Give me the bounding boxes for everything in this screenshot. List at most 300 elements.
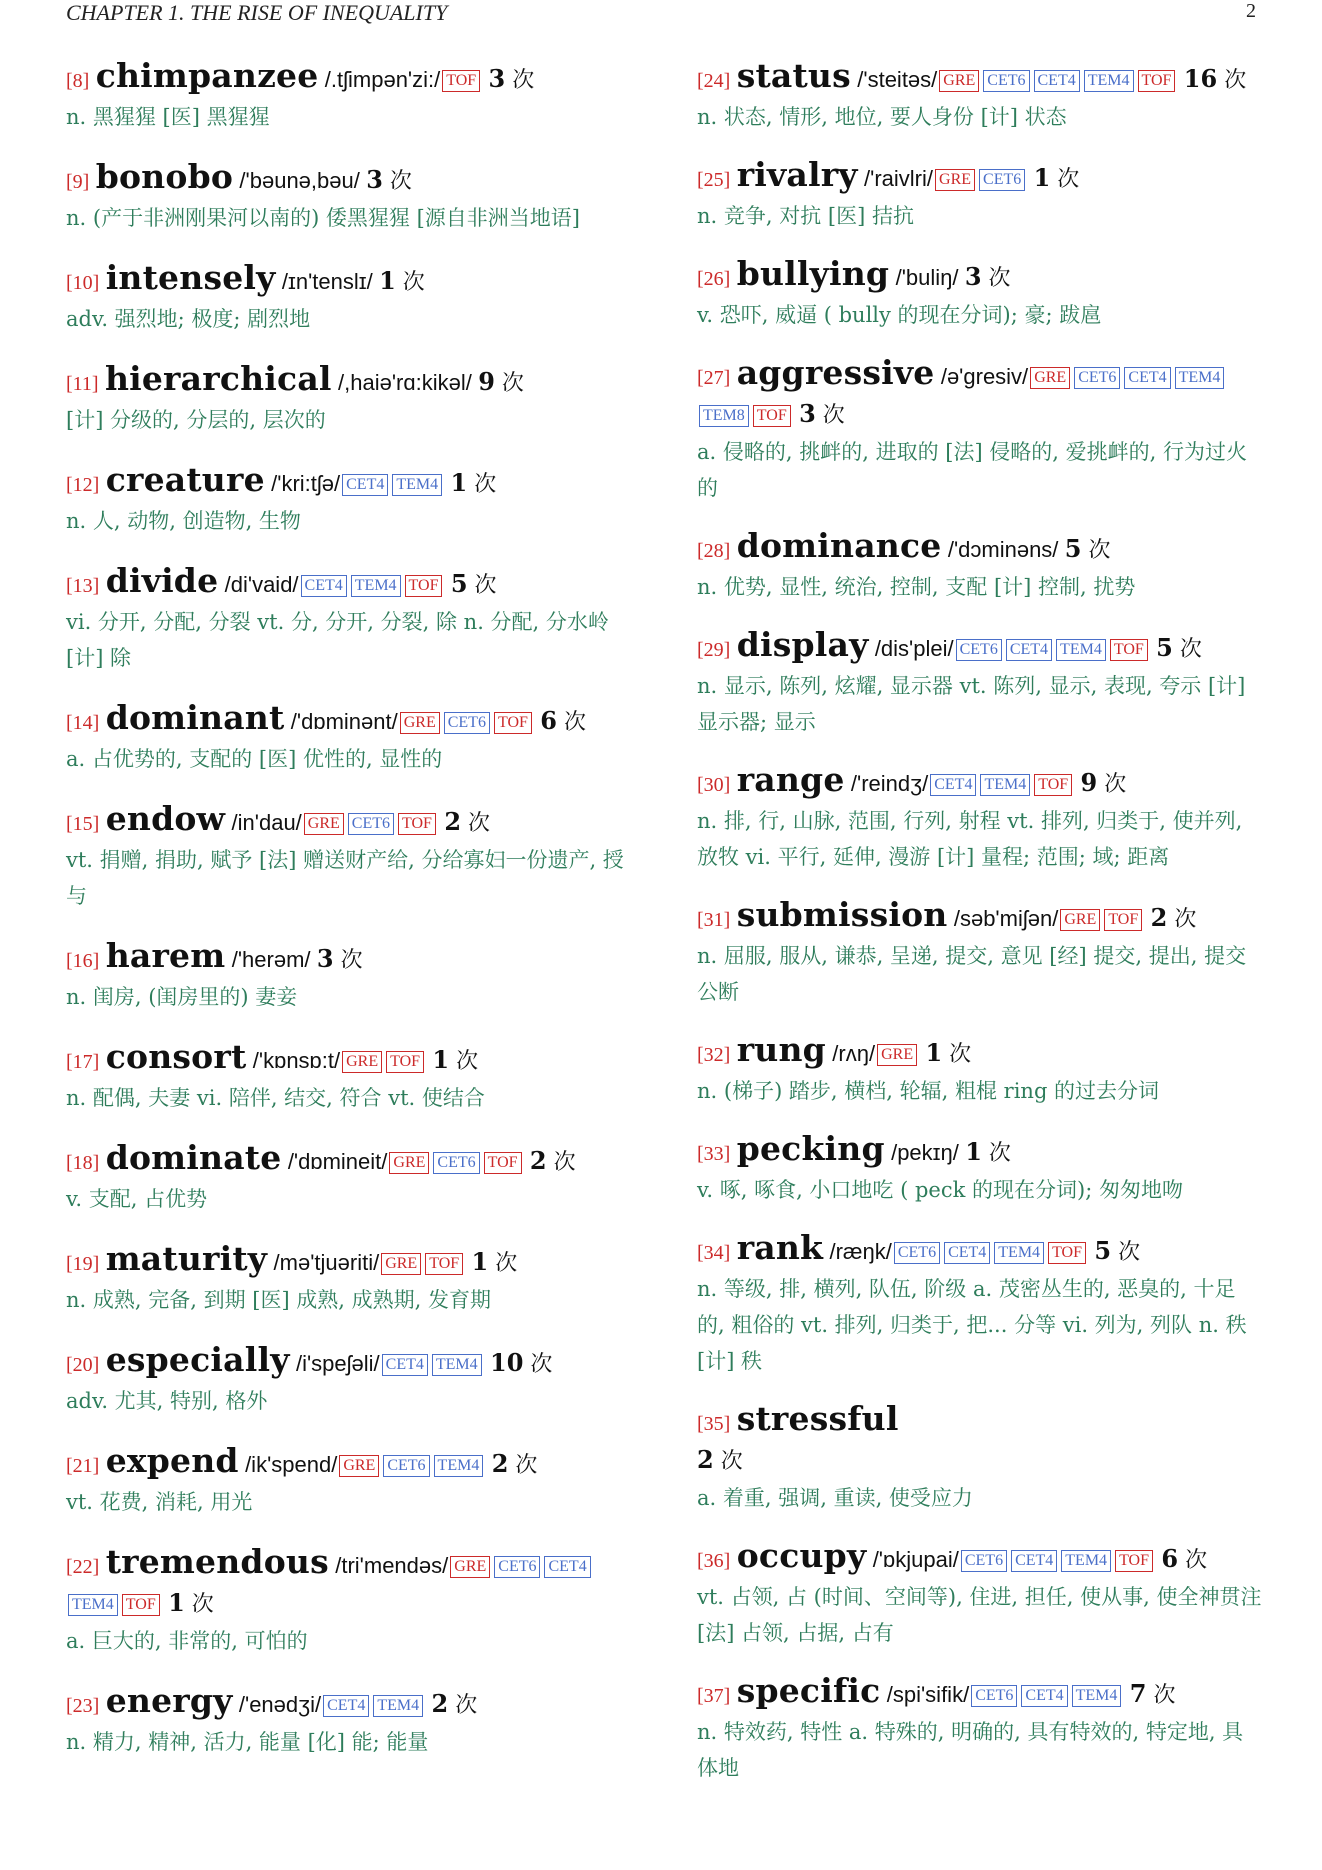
exam-tag-tof: TOF (753, 405, 791, 427)
exam-tag-cet4: CET4 (544, 1556, 590, 1578)
definition: n. (产于非洲刚果河以南的) 倭黑猩猩 [源自非洲当地语] (66, 206, 580, 230)
frequency-count (432, 1045, 479, 1074)
exam-tag-tof: TOF (1048, 1242, 1086, 1264)
frequency-count (471, 1247, 518, 1276)
headword: harem (105, 936, 226, 975)
vocab-entry (697, 1032, 1263, 1109)
frequency-number: 3 (799, 399, 816, 428)
right-column (697, 58, 1263, 1786)
frequency-number: 1 (432, 1045, 450, 1074)
frequency-number: 6 (1161, 1544, 1179, 1573)
exam-tag-tem4: TEM4 (434, 1455, 484, 1477)
vocab-entry (66, 361, 632, 438)
phonetic: /in'dau/ (231, 810, 302, 835)
vocab-entry (66, 1241, 632, 1318)
frequency-number: 7 (1129, 1679, 1147, 1708)
entry-headline (66, 1443, 632, 1484)
frequency-count (490, 1348, 553, 1377)
entry-headline (697, 1538, 1263, 1579)
frequency-unit: 次 (530, 1352, 553, 1377)
frequency-count (965, 1137, 1011, 1166)
frequency-number: 3 (488, 64, 506, 93)
frequency-number: 2 (697, 1445, 714, 1474)
chapter-title: CHAPTER 1. THE RISE OF INEQUALITY (66, 0, 448, 25)
headword: submission (736, 895, 948, 934)
vocab-entry (697, 58, 1263, 135)
frequency-count (529, 1146, 576, 1175)
headword: tremendous (105, 1542, 329, 1581)
phonetic: /'steitəs/ (857, 67, 938, 92)
definition: vi. 分开, 分配, 分裂 vt. 分, 分开, 分裂, 除 n. 分配, 分水岭 [计] 除 (66, 610, 609, 670)
vocab-entry (697, 355, 1263, 506)
frequency-unit: 次 (1118, 1240, 1141, 1265)
frequency-count (1080, 768, 1127, 797)
entry-headline (66, 1241, 632, 1282)
entry-number: [36] (697, 1550, 731, 1572)
entry-number: [9] (66, 171, 90, 193)
exam-tag-cet6: CET6 (444, 712, 490, 734)
entry-count-line (697, 1442, 1263, 1480)
entry-number: [27] (697, 367, 731, 389)
frequency-count (925, 1038, 972, 1067)
entry-headline (66, 801, 632, 842)
frequency-unit: 次 (1153, 1683, 1176, 1708)
frequency-unit: 次 (456, 1049, 479, 1074)
definition: a. 侵略的, 挑衅的, 进取的 [法] 侵略的, 爱挑衅的, 行为过火的 (697, 440, 1248, 500)
frequency-number: 3 (366, 165, 383, 194)
headword: rivalry (736, 155, 858, 194)
vocab-entry (697, 528, 1263, 605)
entry-headline (697, 528, 1263, 569)
headword: pecking (736, 1129, 885, 1168)
headword: bonobo (95, 157, 234, 196)
exam-tag-tof: TOF (1034, 774, 1072, 796)
exam-tag-tof: TOF (484, 1152, 522, 1174)
exam-tag-tem4: TEM4 (1175, 367, 1225, 389)
headword: intensely (105, 258, 276, 297)
definition: v. 支配, 占优势 (66, 1187, 208, 1211)
frequency-number: 1 (379, 266, 396, 295)
entry-headline (697, 1673, 1263, 1714)
definition: n. 竞争, 对抗 [医] 拮抗 (697, 204, 914, 228)
entry-headline (66, 1342, 632, 1383)
vocab-entry (66, 462, 632, 539)
entry-number: [13] (66, 575, 100, 597)
vocab-entry (697, 1673, 1263, 1786)
entry-number: [26] (697, 268, 731, 290)
frequency-count (379, 266, 425, 295)
definition: adv. 强烈地; 极度; 剧烈地 (66, 307, 311, 331)
frequency-count (799, 399, 845, 428)
frequency-number: 9 (1080, 768, 1098, 797)
frequency-unit: 次 (1174, 907, 1197, 932)
left-column (66, 58, 632, 1760)
exam-tag-cet6: CET6 (956, 639, 1002, 661)
headword: especially (105, 1340, 290, 1379)
frequency-count (1033, 163, 1080, 192)
exam-tag-tof: TOF (405, 575, 443, 597)
frequency-unit: 次 (822, 403, 845, 428)
phonetic: /ɪn'tenslɪ/ (281, 269, 373, 294)
definition: n. 精力, 精神, 活力, 能量 [化] 能; 能量 (66, 1730, 429, 1754)
exam-tag-gre: GRE (342, 1051, 382, 1073)
vocab-entry (66, 563, 632, 676)
frequency-number: 5 (1094, 1236, 1112, 1265)
headword: display (736, 625, 869, 664)
exam-tag-tem4: TEM4 (432, 1354, 482, 1376)
frequency-unit: 次 (988, 266, 1011, 291)
exam-tag-cet4: CET4 (1124, 367, 1170, 389)
headword: energy (105, 1681, 233, 1720)
frequency-number: 1 (450, 468, 468, 497)
definition: n. 显示, 陈列, 炫耀, 显示器 vt. 陈列, 显示, 表现, 夸示 [计] 显示器; 显示 (697, 674, 1246, 734)
entry-headline (66, 260, 632, 301)
exam-tag-gre: GRE (450, 1556, 490, 1578)
definition: n. 人, 动物, 创造物, 生物 (66, 509, 301, 533)
definition: v. 啄, 啄食, 小口地吃 ( peck 的现在分词); 匆匆地吻 (697, 1178, 1183, 1202)
definition: a. 着重, 强调, 重读, 使受应力 (697, 1486, 973, 1510)
exam-tag-tem4: TEM4 (1061, 1550, 1111, 1572)
exam-tag-cet4: CET4 (944, 1242, 990, 1264)
definition: n. 状态, 情形, 地位, 要人身份 [计] 状态 (697, 105, 1067, 129)
phonetic: /spi'sifik/ (886, 1682, 970, 1707)
definition: vt. 捐赠, 捐助, 赋予 [法] 赠送财产给, 分给寡妇一份遗产, 授与 (66, 848, 624, 908)
headword: occupy (736, 1536, 867, 1575)
exam-tag-cet6: CET6 (383, 1455, 429, 1477)
definition: [计] 分级的, 分层的, 层次的 (66, 408, 326, 432)
vocab-entry (66, 801, 632, 914)
definition: n. 等级, 排, 横列, 队伍, 阶级 a. 茂密丛生的, 恶臭的, 十足的, 粗俗的 vt. 排列, 归类于, 把... 分等 vi. 列为, 列队 n. 秩 [计] 秩 (697, 1277, 1247, 1373)
entry-headline (66, 462, 632, 503)
definition: adv. 尤其, 特别, 格外 (66, 1389, 268, 1413)
exam-tag-gre: GRE (389, 1152, 429, 1174)
frequency-number: 1 (168, 1588, 185, 1617)
exam-tag-cet4: CET4 (1021, 1685, 1067, 1707)
entry-number: [23] (66, 1695, 100, 1717)
entry-number: [37] (697, 1685, 731, 1707)
exam-tag-gre: GRE (339, 1455, 379, 1477)
frequency-count (1150, 903, 1197, 932)
exam-tag-cet6: CET6 (348, 813, 394, 835)
frequency-unit: 次 (501, 371, 524, 396)
entry-number: [28] (697, 540, 731, 562)
entry-headline (697, 762, 1263, 803)
phonetic: /pekɪŋ/ (891, 1140, 959, 1165)
exam-tag-gre: GRE (304, 813, 344, 835)
exam-tag-tem4: TEM4 (68, 1594, 118, 1616)
vocab-entry (66, 1039, 632, 1116)
headword: stressful (736, 1399, 899, 1438)
phonetic: /tri'mendəs/ (335, 1553, 449, 1578)
frequency-count (168, 1588, 214, 1617)
frequency-unit: 次 (1104, 772, 1127, 797)
exam-tag-cet6: CET6 (983, 70, 1029, 92)
headword: endow (105, 799, 226, 838)
vocab-entry (66, 1140, 632, 1217)
exam-tag-tof: TOF (1104, 909, 1142, 931)
frequency-unit: 次 (191, 1592, 214, 1617)
phonetic: /'reindʒ/ (850, 771, 929, 796)
exam-tag-tof: TOF (122, 1594, 160, 1616)
exam-tag-cet4: CET4 (1011, 1550, 1057, 1572)
phonetic: /di'vaid/ (224, 572, 299, 597)
frequency-count (316, 944, 363, 973)
definition: n. 闺房, (闺房里的) 妻妾 (66, 985, 298, 1009)
exam-tag-gre: GRE (400, 712, 440, 734)
exam-tag-tem4: TEM4 (351, 575, 401, 597)
headword: dominance (736, 526, 942, 565)
exam-tag-cet4: CET4 (342, 474, 388, 496)
frequency-number: 2 (491, 1449, 509, 1478)
definition: n. 优势, 显性, 统治, 控制, 支配 [计] 控制, 扰势 (697, 575, 1136, 599)
frequency-number: 5 (450, 569, 468, 598)
vocab-entry (66, 700, 632, 777)
frequency-unit: 次 (495, 1251, 518, 1276)
entry-headline (66, 563, 632, 604)
frequency-number: 3 (316, 944, 334, 973)
exam-tag-cet6: CET6 (971, 1685, 1017, 1707)
exam-tag-tem4: TEM4 (994, 1242, 1044, 1264)
frequency-count (540, 706, 586, 735)
frequency-unit: 次 (553, 1150, 576, 1175)
definition: n. 成熟, 完备, 到期 [医] 成熟, 成熟期, 发育期 (66, 1288, 492, 1312)
frequency-count (964, 262, 1011, 291)
headword: chimpanzee (95, 56, 319, 95)
vocab-entry (697, 1538, 1263, 1651)
frequency-number: 1 (471, 1247, 489, 1276)
frequency-unit: 次 (1179, 637, 1202, 662)
headword: specific (736, 1671, 881, 1710)
definition: n. 配偶, 夫妻 vi. 陪伴, 结交, 符合 vt. 使结合 (66, 1086, 485, 1110)
entry-number: [34] (697, 1242, 731, 1264)
frequency-unit: 次 (455, 1693, 478, 1718)
phonetic: /'enədʒi/ (238, 1692, 322, 1717)
definition: vt. 花费, 消耗, 用光 (66, 1490, 253, 1514)
exam-tag-tof: TOF (398, 813, 436, 835)
vocab-entry (66, 260, 632, 337)
entry-number: [30] (697, 774, 731, 796)
entry-number: [18] (66, 1152, 100, 1174)
vocab-entry (697, 157, 1263, 234)
frequency-number: 1 (925, 1038, 943, 1067)
frequency-count (1064, 534, 1111, 563)
page-number: 2 (1246, 0, 1256, 22)
entry-number: [16] (66, 950, 100, 972)
entry-headline (697, 897, 1263, 938)
frequency-count (697, 1445, 743, 1474)
phonetic: /i'speʃəli/ (295, 1351, 380, 1376)
frequency-number: 3 (964, 262, 982, 291)
frequency-count (1094, 1236, 1141, 1265)
entry-headline (697, 1131, 1263, 1172)
definition: v. 恐吓, 威逼 ( bully 的现在分词); 豪; 跋扈 (697, 303, 1102, 327)
entry-number: [19] (66, 1253, 100, 1275)
entry-number: [12] (66, 474, 100, 496)
vocab-entry (66, 938, 632, 1015)
entry-number: [10] (66, 272, 100, 294)
exam-tag-tof: TOF (494, 712, 532, 734)
exam-tag-gre: GRE (877, 1044, 917, 1066)
entry-number: [32] (697, 1044, 731, 1066)
phonetic: /dis'plei/ (874, 636, 954, 661)
exam-tag-gre: GRE (381, 1253, 421, 1275)
headword: dominate (105, 1138, 282, 1177)
phonetic: /.tʃimpən'zi:/ (324, 67, 441, 92)
phonetic: /ik'spend/ (245, 1452, 338, 1477)
entry-number: [31] (697, 909, 731, 931)
frequency-number: 2 (444, 807, 462, 836)
headword: maturity (105, 1239, 268, 1278)
exam-tag-tof: TOF (1138, 70, 1176, 92)
exam-tag-cet4: CET4 (301, 575, 347, 597)
vocab-entry (66, 1443, 632, 1520)
phonetic: /'raivlri/ (864, 166, 934, 191)
vocab-entry (697, 1401, 1263, 1516)
frequency-number: 2 (1150, 903, 1168, 932)
headword: hierarchical (104, 359, 332, 398)
headword: expend (105, 1441, 239, 1480)
exam-tag-gre: GRE (939, 70, 979, 92)
frequency-number: 2 (529, 1146, 547, 1175)
phonetic: /mə'tjuəriti/ (273, 1250, 380, 1275)
frequency-number: 2 (431, 1689, 449, 1718)
definition: a. 巨大的, 非常的, 可怕的 (66, 1629, 308, 1653)
definition: n. 屈服, 服从, 谦恭, 呈递, 提交, 意见 [经] 提交, 提出, 提交公断 (697, 944, 1247, 1004)
vocab-entry (66, 1683, 632, 1760)
phonetic: /ræŋk/ (829, 1239, 892, 1264)
phonetic: /,haiə'rɑ:kikəl/ (338, 370, 472, 395)
entry-number: [24] (697, 70, 731, 92)
entry-number: [14] (66, 712, 100, 734)
frequency-unit: 次 (515, 1453, 538, 1478)
frequency-unit: 次 (512, 68, 535, 93)
exam-tag-tem4: TEM4 (1084, 70, 1134, 92)
exam-tag-cet6: CET6 (961, 1550, 1007, 1572)
entry-number: [25] (697, 169, 731, 191)
vocab-entry (66, 159, 632, 236)
exam-tag-tem4: TEM4 (980, 774, 1030, 796)
vocab-entry (66, 1544, 632, 1659)
phonetic: /'ɒkjupai/ (872, 1547, 959, 1572)
frequency-unit: 次 (474, 472, 497, 497)
page-header (66, 0, 1256, 26)
entry-number: [17] (66, 1051, 100, 1073)
frequency-count (491, 1449, 538, 1478)
definition: vt. 占领, 占 (时间、空间等), 住进, 担任, 使从事, 使全神贯注 [法] 占领, 占据, 占有 (697, 1585, 1262, 1645)
entry-number: [8] (66, 70, 90, 92)
headword: creature (105, 460, 265, 499)
exam-tag-tof: TOF (425, 1253, 463, 1275)
entry-headline (66, 361, 632, 402)
definition: n. (梯子) 踏步, 横档, 轮辐, 粗棍 ring 的过去分词 (697, 1079, 1160, 1103)
exam-tag-tof: TOF (442, 70, 480, 92)
exam-tag-cet6: CET6 (894, 1242, 940, 1264)
phonetic: /'dɔminəns/ (947, 537, 1059, 562)
entry-headline (66, 1140, 632, 1181)
frequency-number: 1 (1033, 163, 1051, 192)
frequency-count (1156, 633, 1202, 662)
exam-tag-cet4: CET4 (1034, 70, 1080, 92)
frequency-count (431, 1689, 478, 1718)
headword: status (736, 56, 851, 95)
entry-headline (697, 1032, 1263, 1073)
headword: divide (105, 561, 219, 600)
frequency-count (478, 367, 524, 396)
entry-headline (66, 1544, 632, 1623)
entry-headline (697, 627, 1263, 668)
phonetic: /'buliŋ/ (895, 265, 959, 290)
exam-tag-cet6: CET6 (433, 1152, 479, 1174)
frequency-unit: 次 (340, 948, 363, 973)
exam-tag-tof: TOF (1110, 639, 1148, 661)
frequency-number: 5 (1064, 534, 1082, 563)
definition: n. 黑猩猩 [医] 黑猩猩 (66, 105, 270, 129)
frequency-unit: 次 (720, 1449, 743, 1474)
exam-tag-tof: TOF (386, 1051, 424, 1073)
frequency-count (1161, 1544, 1208, 1573)
frequency-unit: 次 (1185, 1548, 1208, 1573)
entry-headline (66, 58, 632, 99)
exam-tag-tem4: TEM4 (1072, 1685, 1122, 1707)
frequency-unit: 次 (1057, 167, 1080, 192)
vocab-entry (697, 627, 1263, 740)
entry-number: [29] (697, 639, 731, 661)
vocab-entry (697, 1131, 1263, 1208)
entry-headline (697, 1401, 1263, 1442)
definition: n. 特效药, 特性 a. 特殊的, 明确的, 具有特效的, 特定地, 具体地 (697, 1720, 1244, 1780)
phonetic: /'bəunə,bəu/ (239, 168, 360, 193)
phonetic: /'herəm/ (231, 947, 311, 972)
entry-headline (697, 256, 1263, 297)
headword: rank (736, 1228, 824, 1267)
exam-tag-gre: GRE (1060, 909, 1100, 931)
headword: consort (105, 1037, 247, 1076)
entry-number: [11] (66, 373, 99, 395)
phonetic: /'kri:tʃə/ (271, 471, 341, 496)
frequency-count (1129, 1679, 1176, 1708)
vocab-entry (697, 1230, 1263, 1379)
frequency-unit: 次 (1088, 538, 1111, 563)
phonetic: /'dɒmineit/ (287, 1149, 388, 1174)
entry-number: [20] (66, 1354, 100, 1376)
frequency-unit: 次 (468, 811, 491, 836)
entry-headline (697, 355, 1263, 434)
headword: bullying (736, 254, 890, 293)
headword: dominant (105, 698, 285, 737)
entry-number: [33] (697, 1143, 731, 1165)
frequency-unit: 次 (474, 573, 497, 598)
entry-number: [35] (697, 1413, 731, 1435)
frequency-unit: 次 (389, 169, 412, 194)
entry-number: [15] (66, 813, 100, 835)
vocab-entry (697, 897, 1263, 1010)
headword: rung (736, 1030, 826, 1069)
phonetic: /rʌŋ/ (832, 1041, 876, 1066)
phonetic: /'dɒminənt/ (290, 709, 398, 734)
exam-tag-cet4: CET4 (930, 774, 976, 796)
phonetic: /'kɒnsɒ:t/ (252, 1048, 341, 1073)
frequency-count (1183, 64, 1247, 93)
vocab-entry (697, 256, 1263, 333)
frequency-unit: 次 (563, 710, 586, 735)
definition: n. 排, 行, 山脉, 范围, 行列, 射程 vt. 排列, 归类于, 使并列, 放牧 vi. 平行, 延伸, 漫游 [计] 量程; 范围; 域; 距离 (697, 809, 1243, 869)
exam-tag-cet6: CET6 (1074, 367, 1120, 389)
frequency-unit: 次 (949, 1042, 972, 1067)
headword: aggressive (736, 353, 935, 392)
exam-tag-cet4: CET4 (382, 1354, 428, 1376)
entry-number: [21] (66, 1455, 100, 1477)
frequency-number: 10 (490, 1348, 524, 1377)
